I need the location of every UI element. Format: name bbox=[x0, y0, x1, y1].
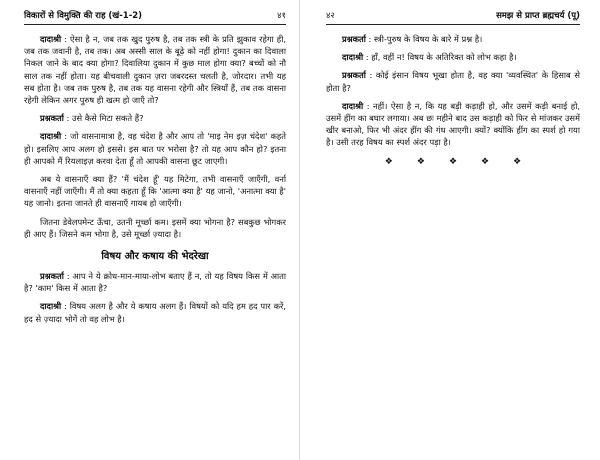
speaker-label: दादाश्री bbox=[40, 301, 62, 312]
left-page-header bbox=[24, 10, 286, 25]
paragraph-text: : स्त्री-पुरुष के विषय के बारे में प्रश्न है। bbox=[368, 34, 483, 44]
paragraph-text: : कोई इंसान विषय भूखा होता है, वह क्या 'व्यवस्थित' के हिसाब से होता है? bbox=[326, 70, 581, 93]
question-paragraph bbox=[24, 112, 286, 124]
diamond-ornament-icon: ❖ bbox=[481, 156, 490, 167]
section-heading: विषय और कषाय की भेदरेखा bbox=[101, 251, 209, 263]
answer-paragraph bbox=[24, 130, 286, 167]
speaker-label: दादाश्री bbox=[40, 34, 62, 44]
speaker-label: प्रश्नकर्ता bbox=[40, 113, 64, 124]
right-page bbox=[300, 0, 600, 460]
answer-paragraph bbox=[326, 100, 580, 149]
diamond-ornament-icon: ❖ bbox=[448, 156, 458, 167]
right-running-title: समझ से प्राप्त ब्रह्मचर्य (पू) bbox=[496, 11, 580, 21]
paragraph-text: : आप ने ये क्रोध-मान-माया-लोभ बताए हैं न, तो यह विषय किस में आता है? 'काम' किस में आता है? bbox=[24, 271, 286, 294]
section-end-ornaments bbox=[326, 157, 580, 167]
question-paragraph bbox=[24, 270, 286, 294]
diamond-ornament-icon: ❖ bbox=[384, 156, 393, 167]
diamond-ornament-icon: ❖ bbox=[513, 156, 522, 167]
speaker-label: प्रश्नकर्ता bbox=[342, 70, 366, 81]
body-paragraph: अब ये वासनाएँ क्या हैं? 'मैं चंदेश हूँ' यह मिटेगा, तभी वासनाएँ जाएँगी, वर्ना वासनाएँ नहीं जाएँगी। मैं तो क्या कहता हूँ कि 'आत्मा क्या है' यह जानो, 'अनात्मा क्या है' यह जानो। इतना जानते ही वासनाएँ गायब हो जाएँगी। bbox=[24, 174, 286, 209]
answer-paragraph bbox=[24, 300, 286, 324]
right-page-number: ४२ bbox=[326, 11, 335, 21]
paragraph-text: : नहीं। ऐसा है न, कि यह बड़ी कड़ाही हो, और उसमें कड़ी बनाई हो, उसमें हींग का बघार लगाया। अब छः महीने बाद उस कड़ाही को फिर से मांजकर उसमें खीर बनाओ, फिर भी अंदर हींग की गंध आएगी। क्यों? क्योंकि हींग का स्पर्श हो गया है। उसी तरह विषय का स्पर्श अंदर पड़ा है। bbox=[326, 100, 580, 148]
paragraph-text: : ऐसा है न, जब तक खुद पुरुष है, तब तक स्त्री के प्रति झुकाव रहेगा ही, जब तक जवानी है, तब तक। अब अस्सी साल के बूढ़े को नहीं होगा! दुकान का दिवाला निकल जाने के बाद क्या होगा? दिवालिया दुकान में कुछ माल होगा क्या? बच्चों को नौ साल तक नहीं होता। यह बीचवाली दुकान ज़रा जबरदस्त चलती है, जोरदार। तभी यह सब होता है। जब तक पुरुष है, तब तक यह वासना रहेगी और स्त्रियाँ हैं, तब तक वासना रहेगी लेकिन अगर पुरुष ही खत्म हो जाएँ तो? bbox=[24, 34, 287, 106]
paragraph-text: : जो वासनामात्रा है, वह चंदेश है और आप तो 'माइ नेम इज़ चंदेश' कहते हो। इसलिए आप अलग हो इससे। इस बात पर भरोसा है? तो यह आप कौन हो? इतना ही आपको मैं रियलाइज़ करवा देता हूँ तो आपकी वासना छूट जाएगी। bbox=[24, 131, 287, 166]
paragraph-text: : विषय अलग है और ये कषाय अलग हैं। विषयों को यदि हम हद पार करें, हद से ज़्यादा भोगें तो वह लोभ है। bbox=[24, 301, 286, 324]
speaker-label: दादाश्री bbox=[342, 52, 364, 63]
paragraph-text: : उसे कैसे मिटा सकते हैं? bbox=[66, 113, 144, 124]
left-running-title: विकारों से विमुक्ति की राह (खं-1-2) bbox=[24, 11, 143, 21]
answer-paragraph bbox=[24, 33, 286, 106]
speaker-label: प्रश्नकर्ता bbox=[40, 271, 64, 282]
body-paragraph: जितना डेवेलपमेन्ट ऊँचा, उतनी मूर्च्छा कम। इसमें क्या भोगना है? सबकुछ भोगकर ही आए हैं। जिसने कम भोगा है, उसे मूर्च्छा ज़्यादा है। bbox=[24, 216, 286, 239]
question-paragraph bbox=[326, 33, 580, 45]
speaker-label: दादाश्री bbox=[342, 100, 364, 111]
right-page-header bbox=[326, 10, 580, 25]
left-page-number: ४१ bbox=[277, 11, 286, 21]
diamond-ornament-icon: ❖ bbox=[416, 156, 425, 167]
question-paragraph bbox=[326, 69, 580, 93]
paragraph-text: : हाँ, वहीं न! विषय के अतिरिक्त को लोभ कहा है। bbox=[365, 52, 517, 63]
answer-paragraph bbox=[326, 51, 580, 63]
speaker-label: प्रश्नकर्ता bbox=[342, 34, 366, 44]
speaker-label: दादाश्री bbox=[40, 131, 62, 142]
